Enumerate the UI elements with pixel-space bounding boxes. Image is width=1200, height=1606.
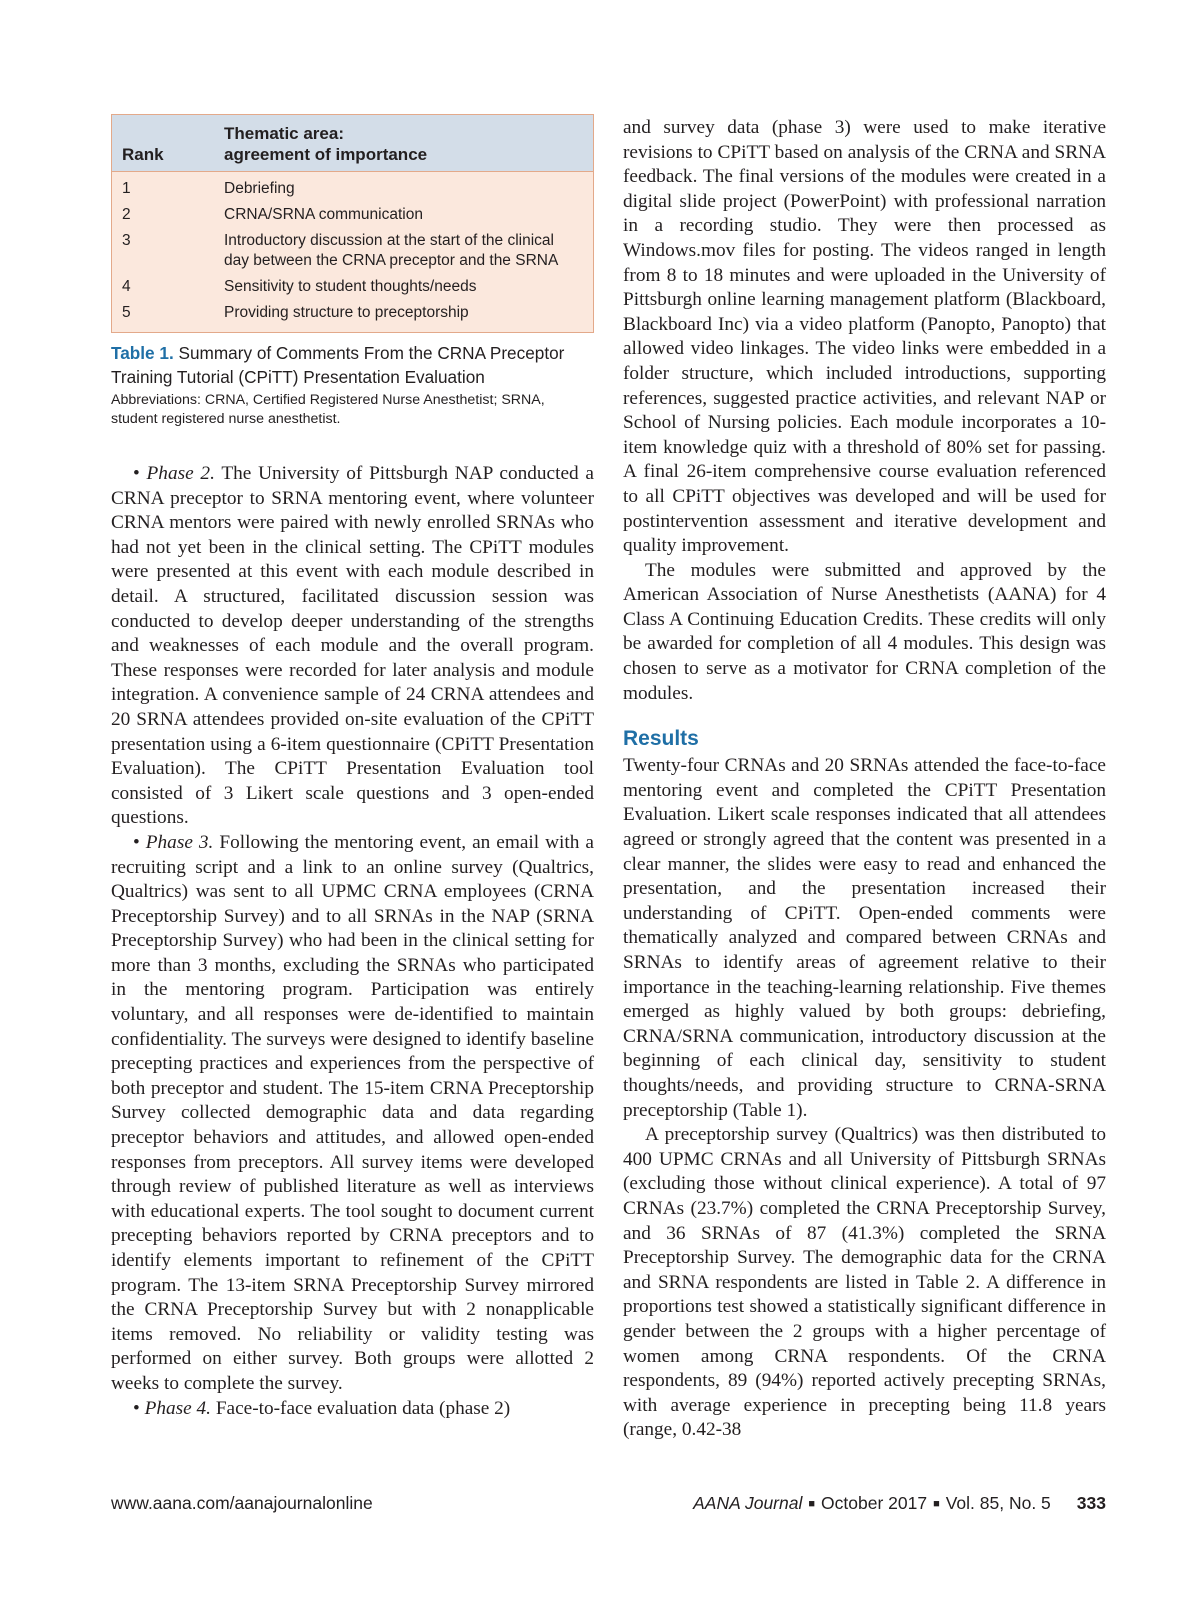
left-body-text bbox=[111, 462, 594, 1421]
table-abbreviations: Abbreviations: CRNA, Certified Registered Nurse Anesthetist; SRNA, student registered nurse anesthetist. bbox=[111, 392, 545, 427]
header-thematic-area bbox=[224, 123, 593, 165]
table-body bbox=[112, 172, 593, 332]
phase-4-text: Face-to-face evaluation data (phase 2) bbox=[215, 1397, 511, 1419]
page-number: 333 bbox=[1076, 1493, 1106, 1513]
results-heading: Results bbox=[623, 727, 699, 751]
phase-2-paragraph: • Phase 2. The University of Pittsburgh NAP conducted a CRNA preceptor to SRNA mentoring event, where volunteer CRNA mentors were paired with newly enrolled SRNAs who had not yet been in the clinical setting. The CPiTT modules were presented at this event with each module described in detail. A structured, facilitated discussion session was conducted to develop deeper understanding of the strengths and weaknesses of each module and the overall program. These responses were recorded for later analysis and module integration. A convenience sample of 24 CRNA attendees and 20 SRNA attendees provided on-site evaluation of the CPiTT presentation using a 6-item questionnaire (CPiTT Presentation Evaluation). The CPiTT Presentation Evaluation tool consisted of 3 Likert scale questions and 3 open-ended questions. bbox=[111, 463, 594, 829]
table-header-row bbox=[112, 115, 593, 172]
table-caption-label: Table 1. bbox=[111, 343, 174, 363]
table-row bbox=[112, 202, 593, 228]
rank-cell: 5 bbox=[122, 304, 131, 321]
rank-cell: 1 bbox=[122, 180, 131, 197]
header-theme-line1: Thematic area: bbox=[224, 124, 344, 143]
table-row bbox=[112, 176, 593, 202]
table-caption-text: Summary of Comments From the CRNA Preceptor Training Tutorial (CPiTT) Presentation Evaluation bbox=[111, 343, 565, 387]
footer-url[interactable]: www.aana.com/aanajournalonline bbox=[111, 1493, 373, 1513]
phase-3-paragraph: • Phase 3. Following the mentoring event, an email with a recruiting script and a link to an online survey (Qualtrics, Qualtrics) was sent to all UPMC CRNA employees (CRNA Preceptorship Survey) and to all SRNAs in the NAP (SRNA Preceptorship Survey) who had been in the clinical setting for more than 3 months, excluding the SRNAs who participated in the mentoring program. Participation was entirely voluntary, and all responses were de-identified to maintain confidentiality. The surveys were designed to identify baseline precepting practices and experiences from the perspective of both preceptor and student. The 15-item CRNA Preceptorship Survey collected demographic data and data regarding preceptor behaviors and attitudes, and allowed open-ended responses from preceptors. All survey items were developed through review of published literature as well as interviews with educational experts. The tool sought to document current precepting behaviors reported by CRNA preceptors and to identify elements important to refinement of the CPiTT program. The 13-item SRNA Preceptorship Survey mirrored the CRNA Preceptorship Survey but with 2 nonapplicable items removed. No reliability or validity testing was performed on either survey. Both groups were allotted 2 weeks to complete the survey. bbox=[111, 831, 594, 1394]
table-row bbox=[112, 300, 593, 326]
footer-issue-date: October 2017 bbox=[821, 1493, 928, 1513]
phase-2-text: The University of Pittsburgh NAP conducted a CRNA preceptor to SRNA mentoring event, where volunteer CRNA mentors were paired with newly enrolled SRNAs who had not yet been in the clinical setting. The CPiTT modules were presented at this event with each module described in detail. A structured, facilitated discussion session was conducted to develop deeper understanding of the strengths and weaknesses of each module and the overall program. These responses were recorded for later analysis and module integration. A convenience sample of 24 CRNA attendees and 20 SRNA attendees provided on-site evaluation of the CPiTT presentation using a 6-item questionnaire (CPiTT Presentation Evaluation). The CPiTT Presentation Evaluation tool consisted of 3 Likert scale questions and 3 open-ended questions. bbox=[111, 463, 594, 829]
theme-cell: Introductory discussion at the start of the clinical day between the CRNA preceptor and the SRNA bbox=[224, 232, 559, 269]
table-1 bbox=[111, 114, 594, 333]
results-paragraph-1: Twenty-four CRNAs and 20 SRNAs attended the face-to-face mentoring event and completed the CPiTT Presentation Evaluation. Likert scale responses indicated that all attendees agreed or strongly agreed that the content was presented in a clear manner, the slides were easy to read and enhanced the presentation, and the presentation increased their understanding of CPiTT. Open-ended comments were thematically analyzed and compared between CRNAs and SRNAs to identify areas of agreement relative to their importance in the teaching-learning relationship. Five themes emerged as highly valued by both groups: debriefing, CRNA/SRNA communication, introductory discussion at the beginning of each clinical day, sensitivity to student thoughts/needs, and providing structure to CRNA-SRNA preceptorship (Table 1). bbox=[623, 755, 1106, 1121]
aana-approval-paragraph: The modules were submitted and approved by the American Association of Nurse Anesthetists (AANA) for 4 Class A Continuing Education Credits. These credits will only be awarded for completion of all 4 modules. This design was chosen to serve as a motivator for CRNA completion of the modules. bbox=[623, 559, 1106, 704]
left-column bbox=[111, 114, 594, 1421]
header-rank: Rank bbox=[122, 145, 164, 164]
theme-cell: Debriefing bbox=[224, 180, 295, 197]
phase-3-text: Following the mentoring event, an email with a recruiting script and a link to an online survey (Qualtrics, Qualtrics) was sent to all UPMC CRNA employees (CRNA Preceptorship Survey) and to all SRNAs in the NAP (SRNA Preceptorship Survey) who had been in the clinical setting for more than 3 months, excluding the SRNAs who participated in the mentoring program. Participation was entirely voluntary, and all responses were de-identified to maintain confidentiality. The surveys were designed to identify baseline precepting practices and experiences from the perspective of both preceptor and student. The 15-item CRNA Preceptorship Survey collected demographic data and data regarding preceptor behaviors and attitudes, and allowed open-ended responses from preceptors. All survey items were developed through review of published literature as well as interviews with educational experts. The tool sought to document current precepting behaviors reported by CRNA preceptors and to identify elements important to refinement of the CPiTT program. The 13-item SRNA Preceptorship Survey mirrored the CRNA Preceptorship Survey but with 2 nonapplicable items removed. No reliability or validity testing was performed on either survey. Both groups were allotted 2 weeks to complete the survey. bbox=[111, 831, 594, 1394]
footer-volume: Vol. 85, No. 5 bbox=[945, 1493, 1051, 1513]
theme-cell: Sensitivity to student thoughts/needs bbox=[224, 278, 477, 295]
table-caption bbox=[111, 341, 594, 389]
rank-cell: 2 bbox=[122, 206, 131, 223]
rank-cell: 3 bbox=[122, 232, 131, 249]
methods-continuation-paragraph: and survey data (phase 3) were used to make iterative revisions to CPiTT based on analysis of the CRNA and SRNA feedback. The final versions of the modules were created in a digital slide project (PowerPoint) with professional narration in a recording studio. They were then processed as Windows.mov files for posting. The videos ranged in length from 8 to 18 minutes and were uploaded in the University of Pittsburgh online learning management platform (Blackboard, Blackboard Inc) via a video platform (Panopto, Panopto) that allowed video linkages. The video links were embedded in a folder structure, which included introductions, supporting references, suggested practice activities, and relevant NAP or School of Nursing policies. Each module incorporates a 10-item knowledge quiz with a threshold of 80% set for passing. A final 26-item comprehensive course evaluation referenced to all CPiTT objectives was developed and will be used for postintervention assessment and iterative development and quality improvement. bbox=[623, 117, 1106, 557]
footer-citation bbox=[693, 1492, 1106, 1515]
footer-separator-icon: ■ bbox=[933, 1498, 940, 1510]
table-row bbox=[112, 274, 593, 300]
table-row bbox=[112, 228, 593, 274]
footer-separator-icon: ■ bbox=[808, 1498, 816, 1510]
phase-3-label: Phase 3. bbox=[145, 831, 214, 853]
phase-4-paragraph: • Phase 4. Face-to-face evaluation data (phase 2) bbox=[133, 1397, 511, 1419]
theme-cell: Providing structure to preceptorship bbox=[224, 304, 469, 321]
footer-journal-name: AANA Journal bbox=[693, 1493, 803, 1513]
rank-cell: 4 bbox=[122, 278, 131, 295]
header-theme-line2: agreement of importance bbox=[224, 145, 428, 164]
theme-cell: CRNA/SRNA communication bbox=[224, 206, 423, 223]
phase-2-label: Phase 2. bbox=[146, 463, 215, 484]
right-column bbox=[623, 116, 1106, 1443]
phase-4-label: Phase 4. bbox=[144, 1397, 211, 1419]
results-paragraph-2: A preceptorship survey (Qualtrics) was then distributed to 400 UPMC CRNAs and all University of Pittsburgh SRNAs (excluding those without clinical experience). A total of 97 CRNAs (23.7%) completed the CRNA Preceptorship Survey, and 36 SRNAs of 87 (41.3%) completed the SRNA Preceptorship Survey. The demographic data for the CRNA and SRNA respondents are listed in Table 2. A difference in proportions test showed a statistically significant difference in gender between the 2 groups with a higher percentage of women among CRNA respondents. Of the CRNA respondents, 89 (94%) reported actively precepting SRNAs, with average experience in precepting being 11.8 years (range, 0.42-38 bbox=[623, 1124, 1106, 1441]
